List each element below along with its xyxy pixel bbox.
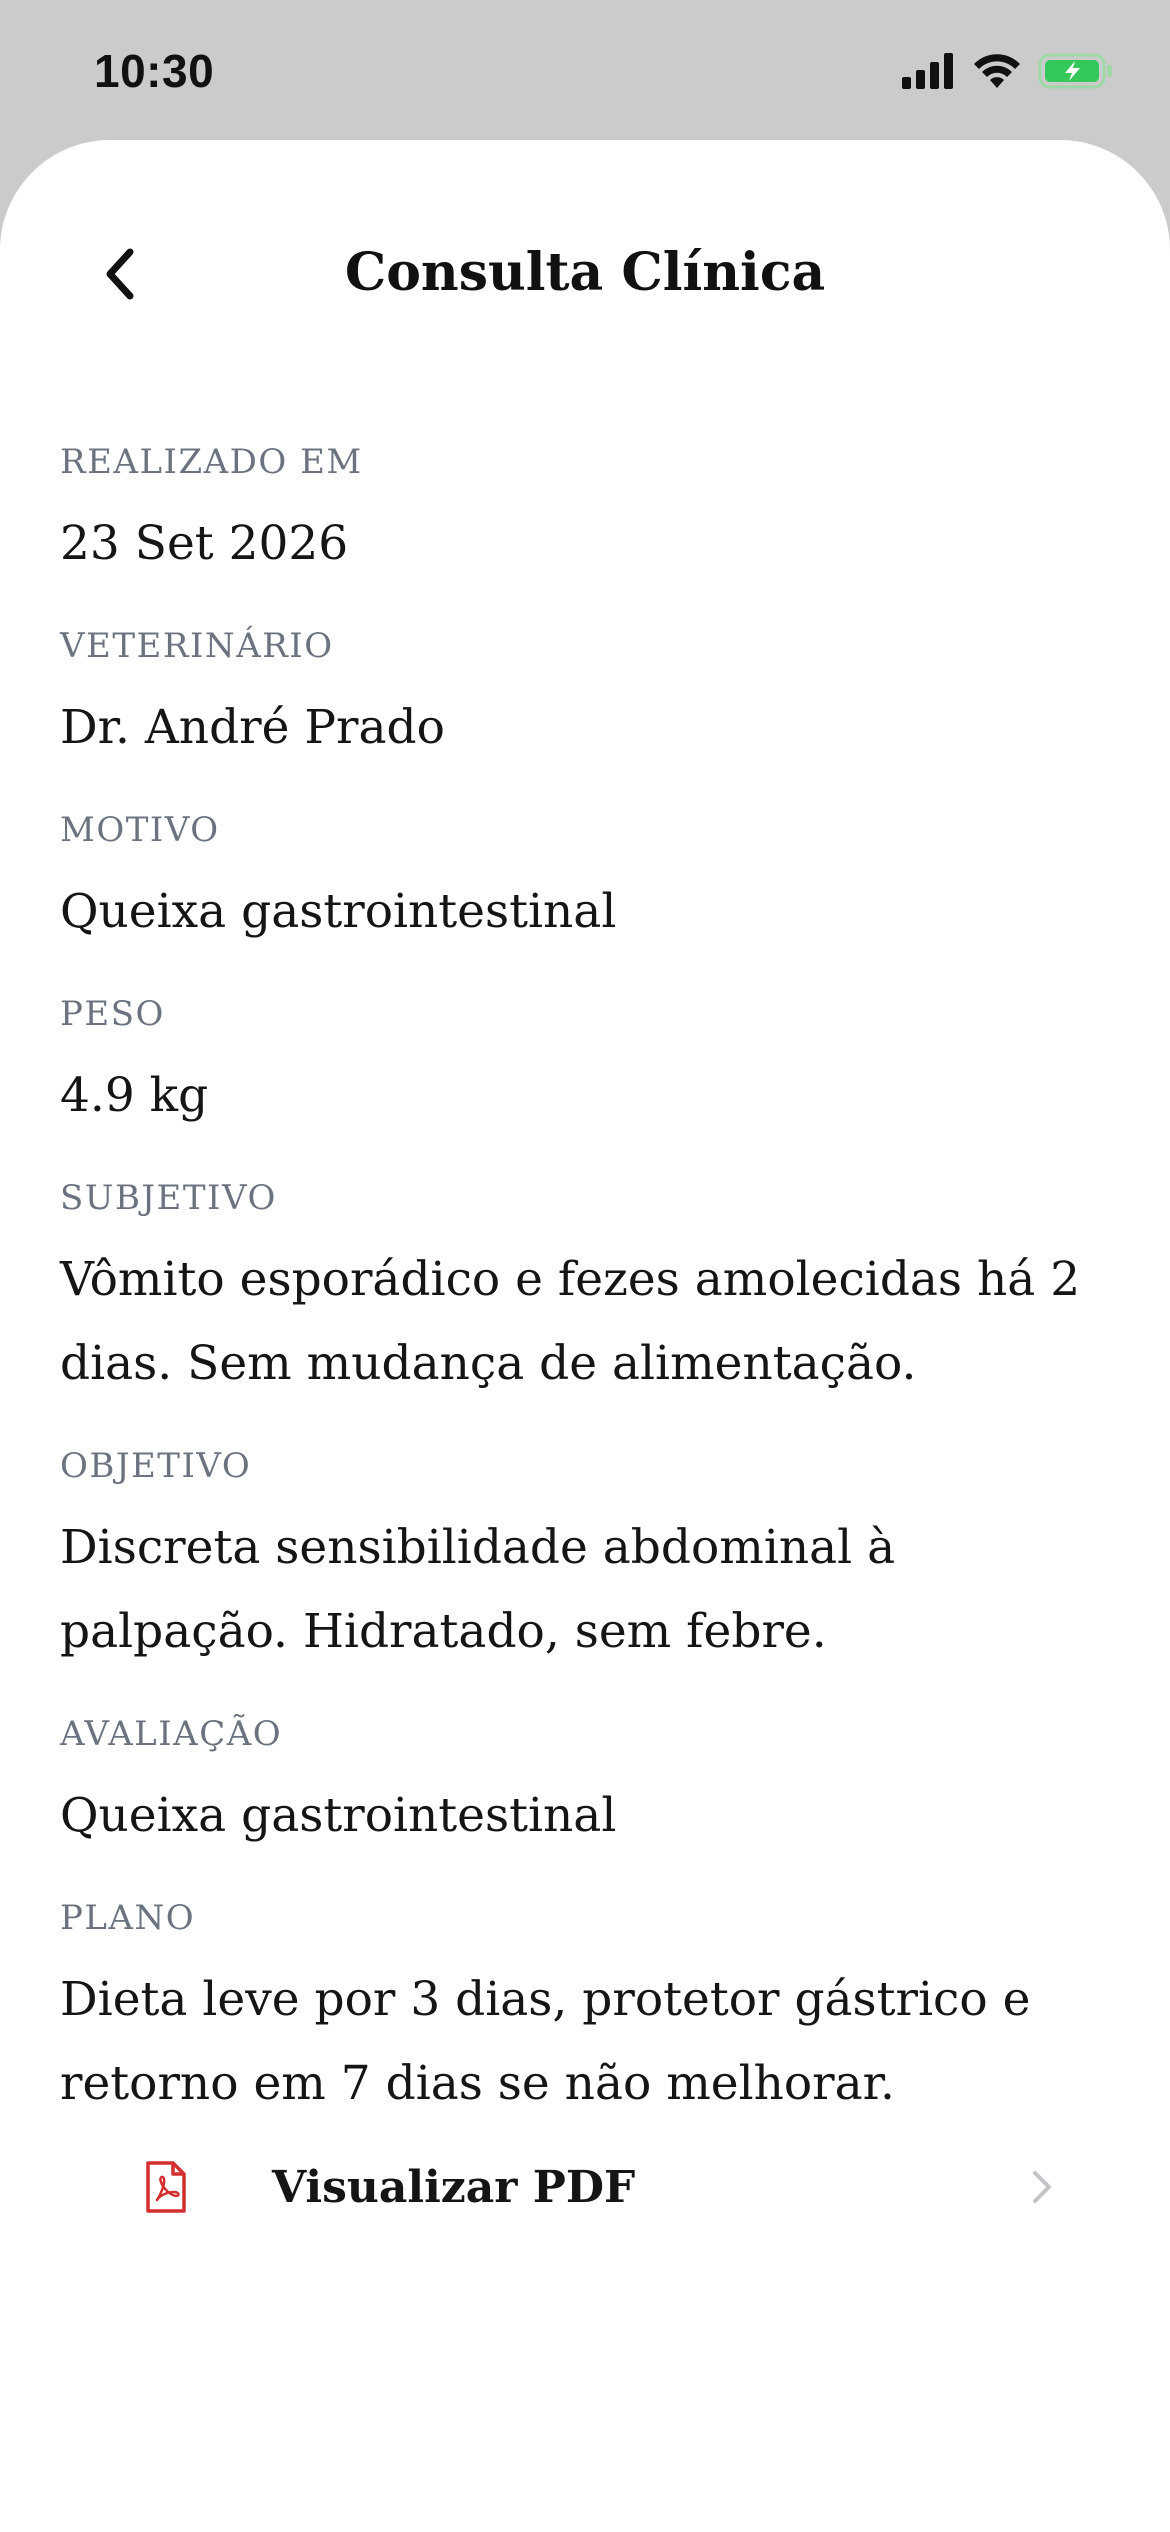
field-label: MOTIVO xyxy=(60,810,220,850)
status-time: 10:30 xyxy=(94,45,215,97)
field-assessment xyxy=(60,1712,1110,1858)
field-value: Queixa gastrointestinal xyxy=(60,884,617,939)
pdf-file-icon xyxy=(142,2157,190,2217)
view-pdf-button[interactable] xyxy=(120,2142,1060,2232)
field-plan xyxy=(60,1896,1110,2126)
field-subjective xyxy=(60,1176,1110,1406)
field-reason xyxy=(60,808,1110,954)
field-value: 23 Set 2026 xyxy=(60,516,349,571)
field-label: VETERINÁRIO xyxy=(60,626,334,666)
field-veterinarian xyxy=(60,624,1110,770)
battery-charging-icon xyxy=(1038,52,1114,94)
nav-header xyxy=(0,140,1170,410)
chevron-right-icon xyxy=(1024,2163,1060,2211)
field-label: REALIZADO EM xyxy=(60,442,363,482)
field-value: 4.9 kg xyxy=(60,1068,209,1123)
field-label: SUBJETIVO xyxy=(60,1178,277,1218)
field-label: AVALIAÇÃO xyxy=(60,1714,283,1754)
field-date xyxy=(60,440,1110,586)
field-label: OBJETIVO xyxy=(60,1446,252,1486)
record-details xyxy=(60,440,1110,2164)
view-pdf-label: Visualizar PDF xyxy=(272,2161,636,2213)
field-value: Discreta sensibilidade abdominal à palpação. Hidratado, sem febre. xyxy=(60,1520,896,1659)
field-label: PESO xyxy=(60,994,165,1034)
status-icons xyxy=(902,52,1114,94)
field-objective xyxy=(60,1444,1110,1674)
status-bar xyxy=(0,0,1170,140)
field-value: Queixa gastrointestinal xyxy=(60,1788,617,1843)
field-value: Vômito esporádico e fezes amolecidas há 2 dias. Sem mudança de alimentação. xyxy=(60,1252,1081,1391)
field-value: Dr. André Prado xyxy=(60,700,445,755)
wifi-icon xyxy=(972,52,1022,94)
cellular-signal-icon xyxy=(902,53,956,93)
field-label: PLANO xyxy=(60,1898,196,1938)
page-title: Consulta Clínica xyxy=(344,242,826,303)
field-value: Dieta leve por 3 dias, protetor gástrico e retorno em 7 dias se não melhorar. xyxy=(60,1972,1031,2111)
field-weight xyxy=(60,992,1110,1138)
